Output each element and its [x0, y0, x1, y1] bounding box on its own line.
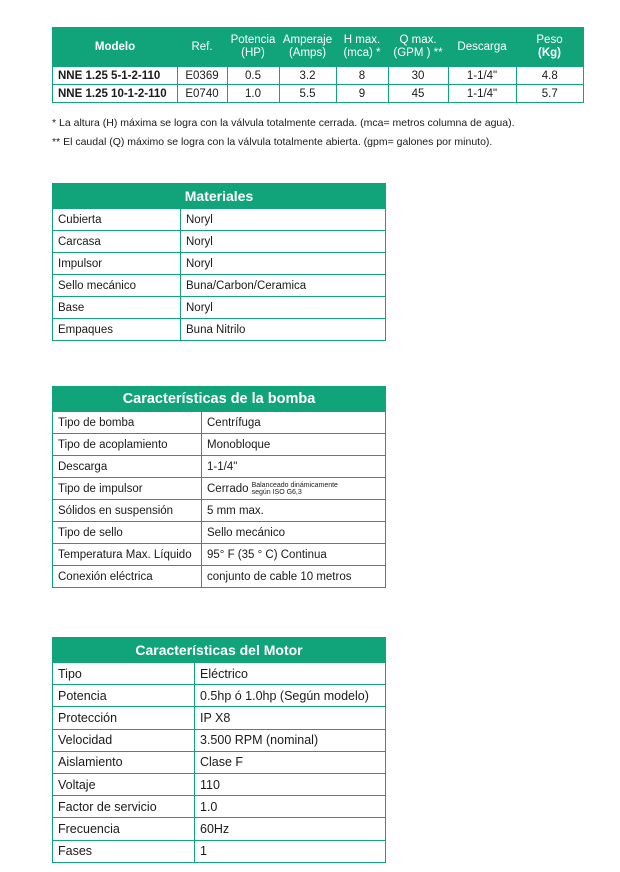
row-label: Sello mecánico	[53, 275, 181, 297]
table-row	[53, 253, 386, 275]
cell-modelo: NNE 1.25 10-1-2-110	[53, 85, 178, 103]
row-label: Factor de servicio	[53, 796, 195, 818]
cell-peso: 5.7	[516, 85, 584, 103]
row-label: Tipo de sello	[53, 522, 202, 544]
cell-modelo: NNE 1.25 5-1-2-110	[53, 67, 178, 85]
bomba-title: Características de la bomba	[53, 387, 386, 412]
cell-peso: 4.8	[516, 67, 584, 85]
table-row	[53, 685, 386, 707]
cell-ref: E0740	[177, 85, 227, 103]
table-row	[53, 434, 386, 456]
cell-descarga: 1-1/4"	[448, 67, 516, 85]
row-value: 3.500 RPM (nominal)	[195, 729, 386, 751]
cell-qmax: 30	[388, 67, 448, 85]
row-label: Frecuencia	[53, 818, 195, 840]
cell-amperaje: 3.2	[279, 67, 336, 85]
row-value: 95° F (35 ° C) Continua	[202, 544, 386, 566]
footnote-qmax: ** El caudal (Q) máximo se logra con la válvula totalmente abierta. (gpm= galones por minuto).	[52, 136, 493, 148]
table-row	[53, 319, 386, 341]
row-label: Protección	[53, 707, 195, 729]
row-label: Empaques	[53, 319, 181, 341]
row-label: Conexión eléctrica	[53, 566, 202, 588]
impulsor-value: Cerrado	[207, 482, 249, 495]
table-row	[53, 729, 386, 751]
row-value: Centrífuga	[202, 412, 386, 434]
header-descarga: Descarga	[448, 28, 516, 67]
spec-header-row	[53, 28, 584, 67]
row-label: Tipo de acoplamiento	[53, 434, 202, 456]
row-value: 1	[195, 840, 386, 862]
table-row	[53, 456, 386, 478]
table-row	[53, 412, 386, 434]
row-value: 60Hz	[195, 818, 386, 840]
row-value: conjunto de cable 10 metros	[202, 566, 386, 588]
row-label: Cubierta	[53, 209, 181, 231]
bomba-table	[52, 386, 386, 588]
table-row	[53, 840, 386, 862]
row-value: Monobloque	[202, 434, 386, 456]
table-row	[53, 275, 386, 297]
row-label: Velocidad	[53, 729, 195, 751]
row-label: Sólidos en suspensión	[53, 500, 202, 522]
row-value: Clase F	[195, 751, 386, 773]
table-row	[53, 522, 386, 544]
cell-hmax: 9	[336, 85, 388, 103]
table-row	[53, 544, 386, 566]
header-qmax: Q max. (GPM ) **	[388, 28, 448, 67]
header-ref: Ref.	[177, 28, 227, 67]
header-amperaje: Amperaje (Amps)	[279, 28, 336, 67]
row-value	[202, 478, 386, 500]
cell-potencia: 1.0	[227, 85, 279, 103]
row-value: 1.0	[195, 796, 386, 818]
table-row	[53, 818, 386, 840]
row-value: 1-1/4"	[202, 456, 386, 478]
header-modelo: Modelo	[53, 28, 178, 67]
header-hmax: H max. (mca) *	[336, 28, 388, 67]
cell-potencia: 0.5	[227, 67, 279, 85]
row-value: Eléctrico	[195, 663, 386, 685]
row-value: Noryl	[181, 297, 386, 319]
row-label: Impulsor	[53, 253, 181, 275]
table-row	[53, 751, 386, 773]
table-row	[53, 209, 386, 231]
cell-ref: E0369	[177, 67, 227, 85]
row-value: Noryl	[181, 253, 386, 275]
row-value: Noryl	[181, 231, 386, 253]
header-potencia: Potencia (HP)	[227, 28, 279, 67]
spec-table	[52, 27, 584, 103]
table-row	[53, 707, 386, 729]
row-value: 110	[195, 773, 386, 795]
row-label: Descarga	[53, 456, 202, 478]
table-row	[53, 566, 386, 588]
cell-amperaje: 5.5	[279, 85, 336, 103]
cell-qmax: 45	[388, 85, 448, 103]
header-peso: Peso (Kg)	[516, 28, 584, 67]
row-label: Temperatura Max. Líquido	[53, 544, 202, 566]
row-label: Tipo	[53, 663, 195, 685]
motor-title: Características del Motor	[53, 638, 386, 663]
row-label: Fases	[53, 840, 195, 862]
row-value: Sello mecánico	[202, 522, 386, 544]
table-row	[53, 478, 386, 500]
table-row	[53, 500, 386, 522]
table-row	[53, 85, 584, 103]
materiales-table	[52, 183, 386, 341]
table-row	[53, 231, 386, 253]
row-label: Tipo de bomba	[53, 412, 202, 434]
footnote-hmax: * La altura (H) máxima se logra con la válvula totalmente cerrada. (mca= metros columna de agua).	[52, 117, 515, 129]
row-label: Base	[53, 297, 181, 319]
row-value: 5 mm max.	[202, 500, 386, 522]
table-row	[53, 297, 386, 319]
row-label: Tipo de impulsor	[53, 478, 202, 500]
table-row	[53, 796, 386, 818]
row-label: Potencia	[53, 685, 195, 707]
row-value: Noryl	[181, 209, 386, 231]
row-label: Voltaje	[53, 773, 195, 795]
cell-hmax: 8	[336, 67, 388, 85]
row-label: Carcasa	[53, 231, 181, 253]
row-value: Buna Nitrilo	[181, 319, 386, 341]
row-label: Aislamiento	[53, 751, 195, 773]
cell-descarga: 1-1/4"	[448, 85, 516, 103]
materiales-title: Materiales	[53, 184, 386, 209]
table-row	[53, 67, 584, 85]
motor-table	[52, 637, 386, 863]
row-value: Buna/Carbon/Ceramica	[181, 275, 386, 297]
row-value: IP X8	[195, 707, 386, 729]
table-row	[53, 773, 386, 795]
impulsor-note: Balanceado dinámicamente según ISO G6,3	[251, 481, 338, 496]
table-row	[53, 663, 386, 685]
row-value: 0.5hp ó 1.0hp (Según modelo)	[195, 685, 386, 707]
